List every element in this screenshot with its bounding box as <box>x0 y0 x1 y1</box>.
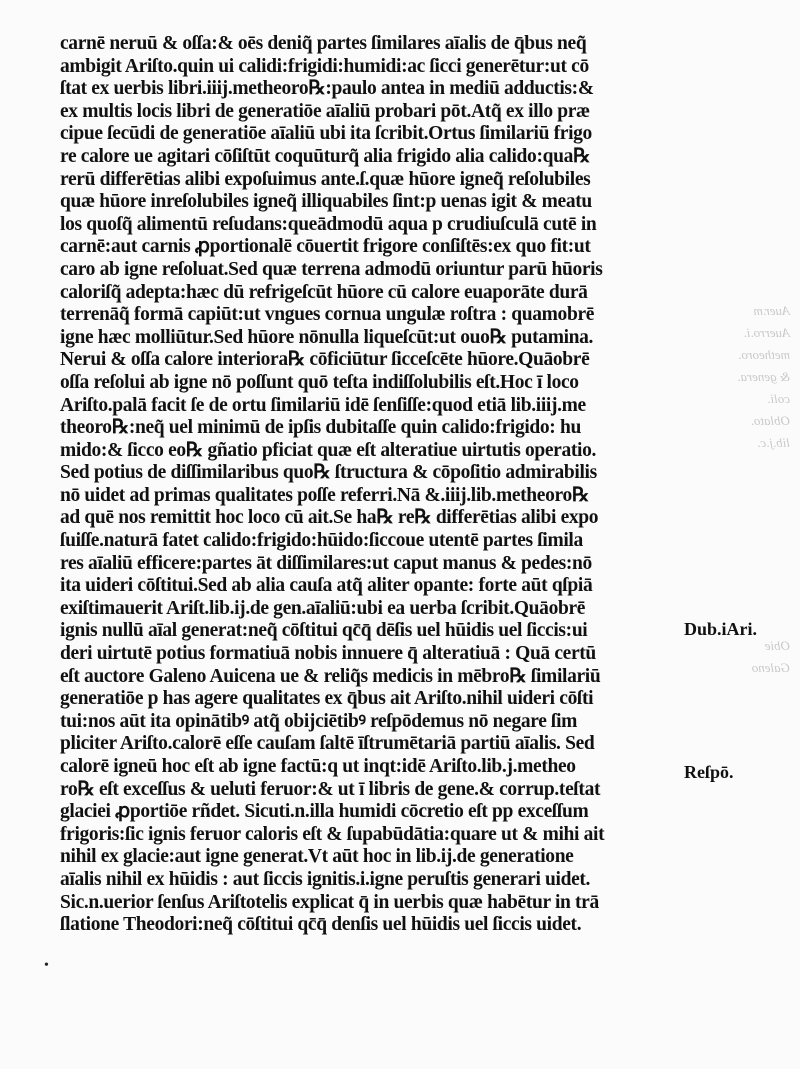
text-line: oſſa reſolui ab igne nō poſſunt quō teſta indiſſolubilis eſt.Hoc ī loco <box>60 371 579 393</box>
text-line: ad quē nos remittit hoc loco cū ait.Se ha℞ re℞ differētias alibi expo <box>60 507 599 529</box>
text-line: ita uideri cōſtitui.Sed ab alia cauſa atq̃ aliter opante: forte aūt qſpiā <box>60 575 593 597</box>
text-line: theoro℞:neq̃ uel minimū de ipſis dubitaſſe quin calido:frigido: hu <box>60 417 581 439</box>
text-line: aīalis nihil ex hūidis : aut ſiccis ignitis.i.igne peruſtis generari uidet. <box>60 868 591 890</box>
text-line: Sed potius de diſſimilaribus quo℞ ſtructura & cōpoſitio admirabilis <box>60 462 597 484</box>
text-line: nihil ex glacie:aut igne generat.Vt aūt hoc in lib.ij.de generatione <box>60 846 574 868</box>
text-line: rerū differētias alibi expoſuimus ante.ſ.quæ hūore igneq̃ reſolubiles <box>60 168 591 190</box>
text-line: calorē igneū hoc eſt ab igne factū:q ut inqt:idē Ariſto.lib.j.metheo <box>60 756 576 777</box>
text-line: Nerui & oſſa calore interiora℞ cōficiūtur ſicceſcēte hūore.Quāobrē <box>60 349 590 371</box>
text-line: tui:nos aūt ita opinātibꝰ atq̃ obijciētibꝰ reſpōdemus nō negare ſim <box>60 710 578 732</box>
text-line: generatiōe p has agere qualitates ex q̄bus ait Ariſto.nihil uideri cōſti <box>60 688 594 710</box>
text-line: nō uidet ad primas qualitates poſſe referri.Nā &.iiij.lib.metheoro℞ <box>60 484 589 506</box>
main-text-block <box>60 33 678 937</box>
margin-note-dubitatio: Dub.iAri. <box>684 619 758 639</box>
text-line: caro ab igne reſoluat.Sed quæ terrena admodū oriuntur parū hūoris <box>60 258 603 280</box>
bleed-through-text-lower: Obie Galeno <box>751 638 790 675</box>
text-line: ignis nullū aīal generat:neq̃ cōſtitui qc̄q̄ dēſis uel hūidis uel ſiccis:ui <box>60 620 588 642</box>
text-line: ſuiſſe.naturā fatet calido:frigido:hūido:ſiccoue utentē partes ſimila <box>60 530 583 552</box>
text-line: re calore ue agitari cōſiſtūt coquūturq̃ alia frigido alia calido:qua℞ <box>60 145 591 167</box>
text-line: quæ hūore inreſolubiles igneq̃ illiquabiles ſint:p uenas igit & meatu <box>60 191 592 213</box>
text-line: exiſtimauerit Ariſt.lib.ij.de gen.aīaliū:ubi ea uerba ſcribit.Quāobrē <box>60 597 586 619</box>
text-line: caloriſq̃ adepta:hæc dū refrigeſcūt hūore cū calore euaporāte durā <box>60 281 588 303</box>
text-line: cipue ſecūdi de generatiōe aīaliū ubi ita ſcribit.Ortus ſimilariū frigo <box>60 123 592 145</box>
text-line: los quoſq̃ alimentū reſudans:queādmodū aqua p crudiuſculā cutē in <box>60 213 597 235</box>
text-line: Ariſto.palā facit ſe de ortu ſimilariū idē ſenſiſſe:quod etiā lib.iiij.me <box>60 394 586 416</box>
text-line: pliciter Ariſto.calorē eſſe cauſam ſaltē īſtrumētariā partiū aīalis. Sed <box>60 733 595 755</box>
margin-note-responsio: Reſpō. <box>684 762 734 782</box>
text-line: frigoris:ſic ignis feruor caloris eſt & ſupabūdātia:quare ut & mihi ait <box>60 823 605 845</box>
text-line: ambigit Ariſto.quin ui calidi:frigidi:humidi:ac ſicci generētur:ut cō <box>60 55 589 77</box>
text-line: Sic.n.uerior ſenſus Ariſtotelis explicat q̄ in uerbis quæ habētur in trā <box>60 891 599 913</box>
text-line: carnē:aut carnis ꝓportionalē cōuertit frigore conſiſtēs:ex quo fit:ut <box>60 236 591 258</box>
bleed-through-text: Auer.m Auerro.i. metheoro. & genera. coli. Oblato. lib.j.c. <box>737 303 790 450</box>
text-line: eſt auctore Galeno Auicena ue & reliq̃s medicis in mēbro℞ ſimilariū <box>60 665 601 687</box>
text-line: mido:& ſicco eo℞ gñatio pficiat quæ eſt alteratiue uirtutis operatio. <box>60 439 596 461</box>
text-line: glaciei ꝓportiōe rñdet. Sicuti.n.illa humidi cōcretio eſt pp exceſſum <box>60 801 589 823</box>
text-line: res aīaliū efficere:partes āt diſſimilares:ut caput manus & pedes:nō <box>60 552 592 574</box>
text-line: ex multis locis libri de generatiōe aīaliū probari pōt.Atq̃ ex illo præ <box>60 100 590 122</box>
ink-mark-icon: • <box>44 958 49 973</box>
text-line: carnē neruū & oſſa:& oēs deniq̃ partes ſimilares aīalis de q̄bus neq̃ <box>60 33 587 54</box>
text-line: terrenāq̃ formā capiūt:ut vngues cornua ungulæ roſtra : quamobrē <box>60 304 595 326</box>
text-line: igne hæc molliūtur.Sed hūore nōnulla liqueſcūt:ut ouo℞ putamina. <box>60 326 594 348</box>
text-line: ſtat ex uerbis libri.iiij.metheoro℞:paulo antea in mediū adductis:& <box>60 78 594 100</box>
text-line: ſlatione Theodori:neq̃ cōſtitui qc̄q̄ denſis uel hūidis uel ſiccis uidet. <box>60 914 582 936</box>
text-line: ro℞ eſt exceſſus & ueluti feruor:& ut ī libris de gene.& corrup.teſtat <box>60 778 601 800</box>
text-line: deri uirtutē potius formatiuā nobis innuere q̄ alteratiuā : Quā certū <box>60 643 596 665</box>
